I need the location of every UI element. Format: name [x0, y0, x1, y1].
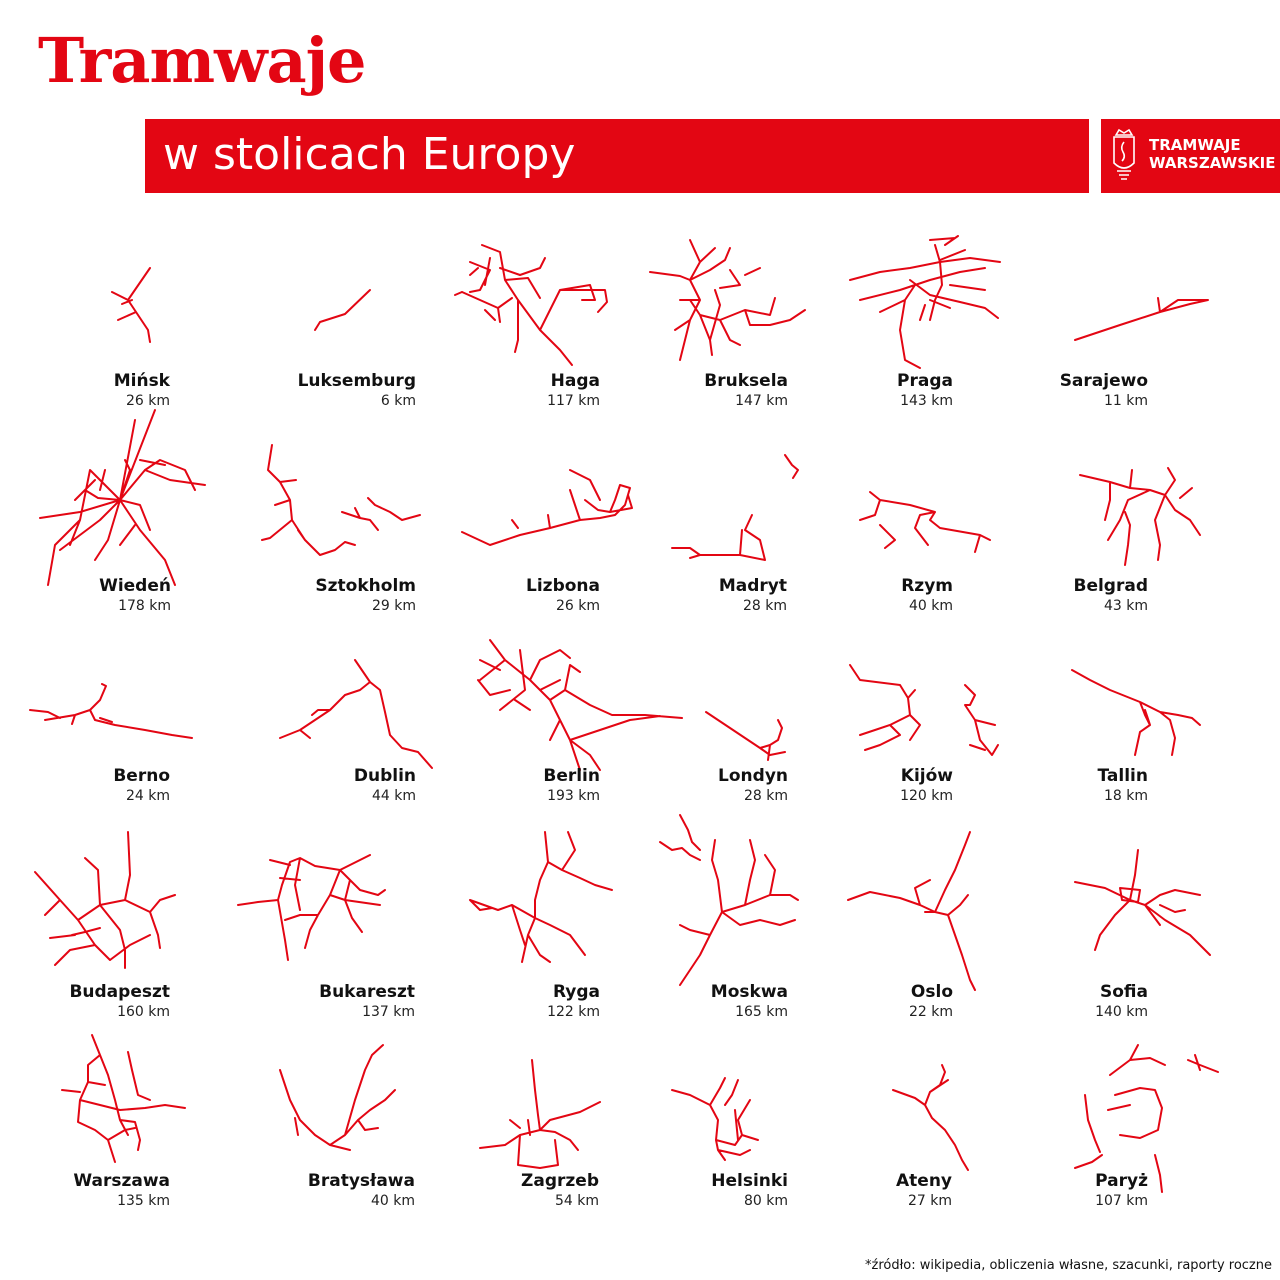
- city-length: 40 km: [908, 597, 953, 614]
- city-length: 140 km: [1095, 1003, 1148, 1020]
- network-map-luksemburg: [315, 290, 370, 330]
- network-map-oslo: [848, 832, 975, 990]
- city-length: 29 km: [371, 597, 416, 614]
- city-length: 193 km: [547, 787, 600, 804]
- city-card-wieden: [0, 577, 171, 614]
- city-length: 120 km: [900, 787, 953, 804]
- network-map-ryga: [470, 832, 612, 962]
- network-map-sztokholm: [262, 445, 420, 555]
- page-subtitle: w stolicach Europy: [163, 129, 576, 180]
- network-map-sofia: [1075, 850, 1210, 955]
- subtitle-banner: [145, 119, 1089, 193]
- city-name: Bruksela: [704, 371, 788, 391]
- city-length: 80 km: [743, 1192, 788, 1209]
- city-length: 40 km: [370, 1192, 415, 1209]
- city-name: Oslo: [910, 982, 953, 1002]
- logo-line-2: WARSZAWSKIE: [1149, 154, 1276, 172]
- city-card-belgrad: [928, 577, 1148, 614]
- network-map-ateny: [893, 1065, 968, 1170]
- network-map-tallin: [1072, 670, 1200, 755]
- city-length: 27 km: [907, 1192, 952, 1209]
- network-map-moskwa: [660, 815, 798, 985]
- city-length: 24 km: [125, 787, 170, 804]
- city-length: 160 km: [117, 1003, 170, 1020]
- city-length: 26 km: [125, 392, 170, 409]
- city-card-kijow: [733, 767, 953, 804]
- city-name: Belgrad: [1073, 576, 1148, 596]
- network-map-bruksela: [650, 240, 805, 360]
- city-length: 143 km: [900, 392, 953, 409]
- city-length: 22 km: [908, 1003, 953, 1020]
- city-card-budapeszt: [0, 983, 170, 1020]
- city-card-berno: [0, 767, 170, 804]
- city-name: Zagrzeb: [521, 1171, 599, 1191]
- city-length: 6 km: [380, 392, 416, 409]
- city-name: Budapeszt: [69, 982, 170, 1002]
- city-length: 135 km: [117, 1192, 170, 1209]
- city-name: Mińsk: [113, 371, 170, 391]
- page-title: Tramwaje: [38, 24, 366, 97]
- city-card-ateny: [732, 1172, 952, 1209]
- city-name: Madryt: [718, 576, 787, 596]
- city-name: Bratysława: [307, 1171, 415, 1191]
- city-length: 165 km: [735, 1003, 788, 1020]
- city-length: 54 km: [554, 1192, 599, 1209]
- network-map-bratyslawa: [280, 1045, 395, 1150]
- city-length: 117 km: [547, 392, 600, 409]
- city-name: Sofia: [1100, 982, 1148, 1002]
- city-card-ryga: [380, 983, 600, 1020]
- city-name: Ryga: [552, 982, 600, 1002]
- city-name: Warszawa: [73, 1171, 170, 1191]
- city-name: Ateny: [896, 1171, 952, 1191]
- network-map-budapeszt: [35, 832, 175, 968]
- city-length: 137 km: [362, 1003, 415, 1020]
- city-length: 147 km: [735, 392, 788, 409]
- network-map-helsinki: [672, 1078, 758, 1160]
- city-card-berlin: [380, 767, 600, 804]
- city-card-rzym: [733, 577, 953, 614]
- network-map-praga: [850, 236, 1000, 368]
- mermaid-crest-icon: [1111, 127, 1137, 185]
- network-map-haga: [455, 245, 607, 365]
- network-map-dublin: [280, 660, 432, 768]
- city-length: 28 km: [742, 597, 787, 614]
- city-name: Dublin: [353, 766, 416, 786]
- city-length: 43 km: [1103, 597, 1148, 614]
- city-card-zagrzeb: [379, 1172, 599, 1209]
- network-map-berno: [30, 684, 192, 738]
- city-length: 18 km: [1103, 787, 1148, 804]
- city-name: Luksemburg: [297, 371, 416, 391]
- city-name: Sarajewo: [1059, 371, 1148, 391]
- city-length: 44 km: [371, 787, 416, 804]
- city-name: Londyn: [718, 766, 788, 786]
- network-map-minsk: [112, 268, 150, 342]
- city-name: Sztokholm: [315, 576, 416, 596]
- network-map-zagrzeb: [480, 1060, 600, 1168]
- city-length: 28 km: [743, 787, 788, 804]
- city-card-paryz: [928, 1172, 1148, 1209]
- city-name: Moskwa: [710, 982, 788, 1002]
- city-name: Lizbona: [526, 576, 600, 596]
- city-length: 26 km: [555, 597, 600, 614]
- city-card-minsk: [0, 372, 170, 409]
- city-name: Wiedeń: [99, 576, 171, 596]
- source-footnote: *źródło: wikipedia, obliczenia własne, szacunki, raporty roczne: [865, 1258, 1272, 1273]
- city-name: Kijów: [900, 766, 953, 786]
- city-length: 178 km: [118, 597, 171, 614]
- network-map-madryt: [672, 455, 798, 560]
- network-map-kijow: [850, 665, 998, 755]
- network-map-sarajewo: [1075, 298, 1208, 340]
- logo-line-1: TRAMWAJE: [1149, 136, 1241, 154]
- network-map-wieden: [40, 410, 205, 585]
- city-name: Haga: [550, 371, 600, 391]
- city-length: 107 km: [1095, 1192, 1148, 1209]
- city-length: 11 km: [1103, 392, 1148, 409]
- city-card-warszawa: [0, 1172, 170, 1209]
- city-card-praga: [733, 372, 953, 409]
- city-card-sofia: [928, 983, 1148, 1020]
- city-name: Berno: [113, 766, 170, 786]
- tramwaje-warszawskie-logo: [1101, 119, 1280, 193]
- network-map-rzym: [860, 492, 990, 552]
- city-name: Paryż: [1095, 1171, 1148, 1191]
- city-card-oslo: [733, 983, 953, 1020]
- city-card-tallin: [928, 767, 1148, 804]
- network-map-paryz: [1075, 1045, 1218, 1192]
- city-name: Berlin: [543, 766, 600, 786]
- network-map-warszawa: [62, 1035, 185, 1162]
- network-map-bukareszt: [238, 855, 385, 960]
- city-card-haga: [380, 372, 600, 409]
- city-name: Helsinki: [711, 1171, 788, 1191]
- city-length: 122 km: [547, 1003, 600, 1020]
- network-map-belgrad: [1080, 468, 1200, 565]
- city-name: Tallin: [1097, 766, 1148, 786]
- network-map-londyn: [706, 712, 785, 760]
- city-card-sarajewo: [928, 372, 1148, 409]
- city-name: Praga: [897, 371, 953, 391]
- city-name: Rzym: [901, 576, 953, 596]
- network-map-berlin: [478, 640, 682, 770]
- network-map-lizbona: [462, 470, 632, 545]
- city-name: Bukareszt: [319, 982, 415, 1002]
